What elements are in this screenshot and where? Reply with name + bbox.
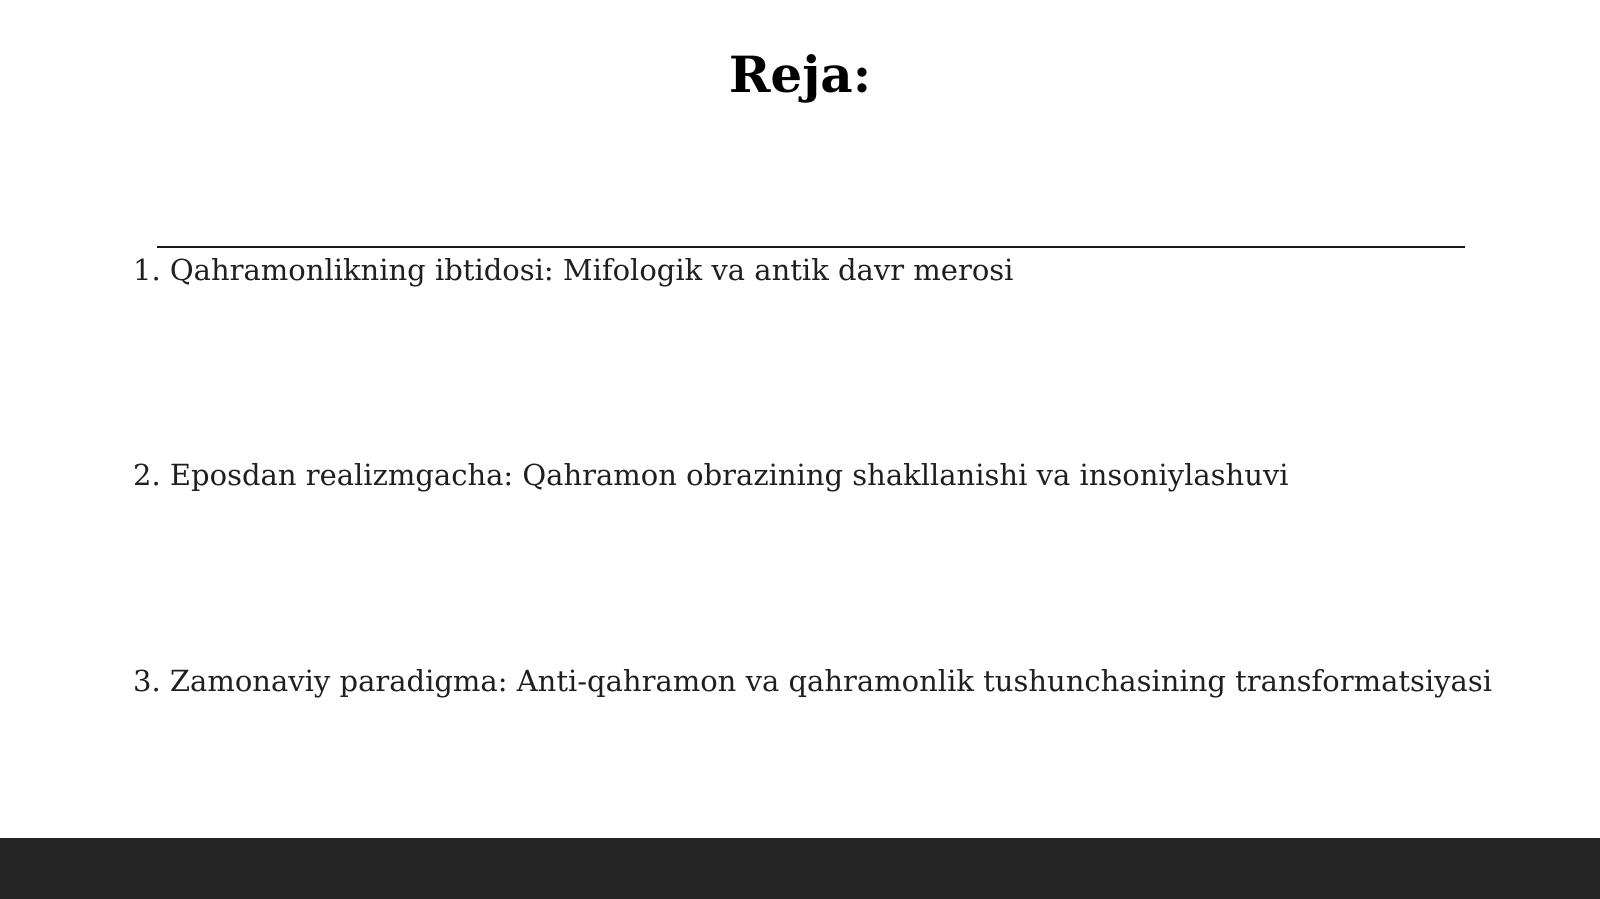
- plan-item-3: 3. Zamonaviy paradigma: Anti-qahramon va qahramonlik tushunchasining transformatsiyasi: [133, 664, 1493, 698]
- divider-line: [157, 246, 1465, 248]
- footer-bar: [0, 838, 1600, 899]
- plan-item-1: 1. Qahramonlikning ibtidosi: Mifologik va antik davr merosi: [133, 253, 1014, 287]
- plan-item-2: 2. Eposdan realizmgacha: Qahramon obrazining shakllanishi va insoniylashuvi: [133, 458, 1289, 492]
- slide-title: Reja:: [728, 45, 872, 104]
